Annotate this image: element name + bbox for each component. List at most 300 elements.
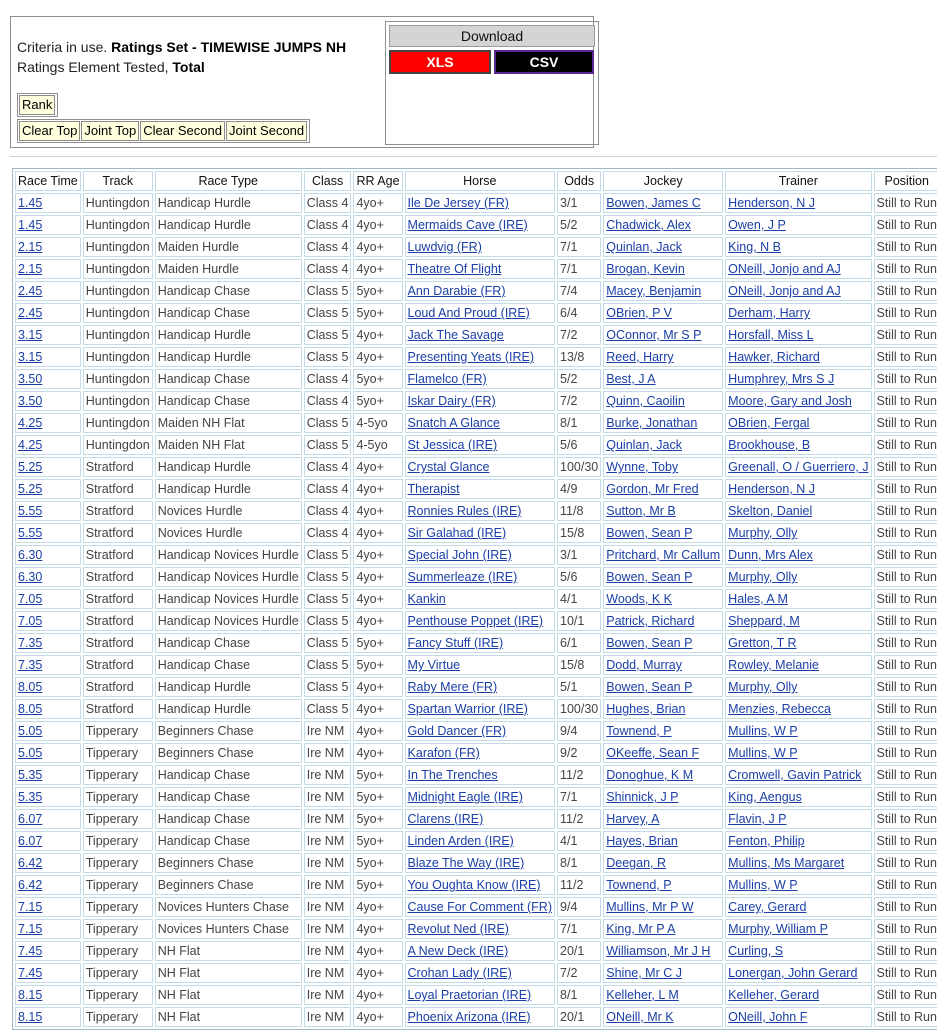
trainer-link[interactable]: Henderson, N J [728,482,815,496]
horse-link[interactable]: Crohan Lady (IRE) [408,966,512,980]
horse-link[interactable]: Crystal Glance [408,460,490,474]
cell-class: Class 4 [304,391,352,411]
horse-link[interactable]: Kankin [408,592,446,606]
race-time-link[interactable]: 2.45 [18,306,42,320]
race-time-link[interactable]: 5.35 [18,768,42,782]
jockey-link[interactable]: Townend, P [606,878,671,892]
cell-race-time [15,853,81,873]
cell-horse [405,193,555,213]
horse-link[interactable]: Presenting Yeats (IRE) [408,350,534,364]
jockey-link[interactable]: Shine, Mr C J [606,966,682,980]
horse-link[interactable]: Midnight Eagle (IRE) [408,790,523,804]
jockey-link[interactable]: Mullins, Mr P W [606,900,693,914]
cell-jockey [603,853,723,873]
race-time-link[interactable]: 8.15 [18,1010,42,1024]
race-time-link[interactable]: 2.15 [18,240,42,254]
cell-position: Still to Run [874,545,937,565]
cell-race-time [15,897,81,917]
table-row [15,721,937,741]
cell-horse [405,721,555,741]
jockey-link[interactable]: Williamson, Mr J H [606,944,710,958]
jockey-link[interactable]: OKeeffe, Sean F [606,746,699,760]
table-body [15,193,937,1027]
race-time-link[interactable]: 8.15 [18,988,42,1002]
race-time-link[interactable]: 7.15 [18,922,42,936]
cell-position: Still to Run [874,193,937,213]
joint-top-button[interactable]: Joint Top [81,121,139,141]
horse-link[interactable]: Revolut Ned (IRE) [408,922,509,936]
cell-track: Tipperary [83,831,153,851]
table-row [15,347,937,367]
trainer-link[interactable]: Curling, S [728,944,783,958]
jockey-link[interactable]: Burke, Jonathan [606,416,697,430]
cell-horse [405,985,555,1005]
cell-jockey [603,875,723,895]
table-row [15,941,937,961]
cell-track: Huntingdon [83,435,153,455]
cell-position: Still to Run [874,633,937,653]
trainer-link[interactable]: Mullins, Ms Margaret [728,856,844,870]
cell-jockey [603,787,723,807]
cell-position: Still to Run [874,347,937,367]
cell-position: Still to Run [874,523,937,543]
race-time-link[interactable]: 5.25 [18,460,42,474]
jockey-link[interactable]: Bowen, Sean P [606,526,692,540]
race-time-link[interactable]: 3.15 [18,328,42,342]
cell-jockey [603,765,723,785]
table-row [15,853,937,873]
cell-race-type: Novices Hunters Chase [155,919,302,939]
race-time-link[interactable]: 5.55 [18,504,42,518]
trainer-link[interactable]: Lonergan, John Gerard [728,966,857,980]
cell-race-time [15,435,81,455]
trainer-link[interactable]: ONeill, Jonjo and AJ [728,262,841,276]
cell-horse [405,677,555,697]
trainer-link[interactable]: Mullins, W P [728,724,797,738]
cell-jockey [603,545,723,565]
trainer-link[interactable]: King, N B [728,240,781,254]
jockey-link[interactable]: Bowen, Sean P [606,636,692,650]
horse-link[interactable]: Ronnies Rules (IRE) [408,504,522,518]
trainer-link[interactable]: Derham, Harry [728,306,810,320]
trainer-link[interactable]: Murphy, William P [728,922,828,936]
table-row [15,655,937,675]
race-time-link[interactable]: 7.35 [18,658,42,672]
horse-link[interactable]: Luwdvig (FR) [408,240,482,254]
jockey-link[interactable]: Quinn, Caoilin [606,394,685,408]
cell-class: Class 5 [304,567,352,587]
horse-link[interactable]: A New Deck (IRE) [408,944,509,958]
cell-track: Stratford [83,479,153,499]
trainer-link[interactable]: Brookhouse, B [728,438,810,452]
cell-race-type: Handicap Hurdle [155,325,302,345]
race-time-link[interactable]: 7.35 [18,636,42,650]
horse-link[interactable]: Theatre Of Flight [408,262,502,276]
cell-trainer [725,831,871,851]
cell-race-time [15,919,81,939]
horse-link[interactable]: Loud And Proud (IRE) [408,306,530,320]
race-time-link[interactable]: 6.42 [18,856,42,870]
cell-odds: 5/6 [557,567,601,587]
race-time-link[interactable]: 7.45 [18,966,42,980]
jockey-link[interactable]: Harvey, A [606,812,659,826]
race-time-link[interactable]: 6.30 [18,570,42,584]
cell-rr-age: 5yo+ [353,765,402,785]
cell-position: Still to Run [874,831,937,851]
cell-rr-age: 5yo+ [353,875,402,895]
cell-race-type: Maiden NH Flat [155,413,302,433]
trainer-link[interactable]: King, Aengus [728,790,802,804]
trainer-link[interactable]: Hawker, Richard [728,350,820,364]
trainer-link[interactable]: Mullins, W P [728,746,797,760]
cell-trainer [725,941,871,961]
table-row [15,259,937,279]
cell-odds: 7/2 [557,325,601,345]
cell-track: Stratford [83,611,153,631]
race-time-link[interactable]: 2.15 [18,262,42,276]
jockey-link[interactable]: OBrien, P V [606,306,672,320]
jockey-link[interactable]: Bowen, Sean P [606,570,692,584]
cell-race-time [15,875,81,895]
horse-link[interactable]: Ile De Jersey (FR) [408,196,509,210]
header-jockey: Jockey [603,171,723,191]
cell-jockey [603,391,723,411]
cell-odds: 4/1 [557,589,601,609]
clear-second-button[interactable]: Clear Second [140,121,225,141]
jockey-link[interactable]: Hughes, Brian [606,702,685,716]
horse-link[interactable]: Sir Galahad (IRE) [408,526,507,540]
cell-odds: 20/1 [557,941,601,961]
horse-link[interactable]: Karafon (FR) [408,746,480,760]
cell-track: Stratford [83,567,153,587]
trainer-link[interactable]: Murphy, Olly [728,526,797,540]
cell-horse [405,545,555,565]
cell-horse [405,941,555,961]
trainer-link[interactable]: Flavin, J P [728,812,786,826]
race-time-link[interactable]: 1.45 [18,218,42,232]
trainer-link[interactable]: Sheppard, M [728,614,800,628]
horse-link[interactable]: Snatch A Glance [408,416,500,430]
cell-race-time [15,655,81,675]
jockey-link[interactable]: Pritchard, Mr Callum [606,548,720,562]
table-row [15,545,937,565]
cell-position: Still to Run [874,611,937,631]
cell-horse [405,237,555,257]
cell-rr-age: 4yo+ [353,501,402,521]
cell-jockey [603,215,723,235]
trainer-link[interactable]: ONeill, Jonjo and AJ [728,284,841,298]
horse-link[interactable]: Penthouse Poppet (IRE) [408,614,544,628]
jockey-link[interactable]: Best, J A [606,372,655,386]
horse-link[interactable]: Phoenix Arizona (IRE) [408,1010,531,1024]
cell-race-type: Beginners Chase [155,853,302,873]
trainer-link[interactable]: OBrien, Fergal [728,416,809,430]
race-time-link[interactable]: 4.25 [18,416,42,430]
cell-odds: 8/1 [557,853,601,873]
cell-class: Class 4 [304,259,352,279]
cell-trainer [725,325,871,345]
cell-horse [405,215,555,235]
cell-horse [405,435,555,455]
cell-race-time [15,677,81,697]
cell-class: Ire NM [304,853,352,873]
horse-link[interactable]: Blaze The Way (IRE) [408,856,525,870]
jockey-link[interactable]: Brogan, Kevin [606,262,685,276]
jockey-link[interactable]: Donoghue, K M [606,768,693,782]
cell-horse [405,787,555,807]
cell-position: Still to Run [874,875,937,895]
race-time-link[interactable]: 8.05 [18,680,42,694]
race-time-link[interactable]: 6.30 [18,548,42,562]
cell-rr-age: 4-5yo [353,435,402,455]
jockey-link[interactable]: Woods, K K [606,592,672,606]
horse-link[interactable]: Clarens (IRE) [408,812,484,826]
cell-trainer [725,523,871,543]
cell-track: Tipperary [83,743,153,763]
cell-class: Ire NM [304,897,352,917]
cell-rr-age: 4yo+ [353,611,402,631]
jockey-link[interactable]: Wynne, Toby [606,460,678,474]
race-time-link[interactable]: 1.45 [18,196,42,210]
header-odds: Odds [557,171,601,191]
cell-race-type: Handicap Chase [155,809,302,829]
horse-link[interactable]: Raby Mere (FR) [408,680,498,694]
cell-horse [405,655,555,675]
cell-jockey [603,479,723,499]
horse-link[interactable]: Therapist [408,482,460,496]
horse-link[interactable]: You Oughta Know (IRE) [408,878,541,892]
jockey-link[interactable]: Quinlan, Jack [606,438,682,452]
cell-trainer [725,193,871,213]
jockey-link[interactable]: Dodd, Murray [606,658,682,672]
cell-rr-age: 5yo+ [353,831,402,851]
csv-download-button[interactable]: CSV [494,50,594,74]
cell-track: Huntingdon [83,281,153,301]
jockey-link[interactable]: King, Mr P A [606,922,675,936]
cell-rr-age: 4yo+ [353,963,402,983]
trainer-link[interactable]: Humphrey, Mrs S J [728,372,834,386]
table-row [15,501,937,521]
jockey-link[interactable]: Gordon, Mr Fred [606,482,698,496]
jockey-link[interactable]: Hayes, Brian [606,834,678,848]
joint-second-button[interactable]: Joint Second [226,121,307,141]
trainer-link[interactable]: Owen, J P [728,218,786,232]
jockey-link[interactable]: OConnor, Mr S P [606,328,701,342]
trainer-link[interactable]: Murphy, Olly [728,680,797,694]
cell-rr-age: 4yo+ [353,193,402,213]
cell-rr-age: 4yo+ [353,545,402,565]
trainer-link[interactable]: Moore, Gary and Josh [728,394,852,408]
trainer-link[interactable]: Murphy, Olly [728,570,797,584]
jockey-link[interactable]: Deegan, R [606,856,666,870]
horse-link[interactable]: Spartan Warrior (IRE) [408,702,528,716]
trainer-link[interactable]: Carey, Gerard [728,900,806,914]
race-time-link[interactable]: 7.05 [18,614,42,628]
race-time-link[interactable]: 3.50 [18,394,42,408]
cell-race-time [15,765,81,785]
cell-trainer [725,809,871,829]
xls-download-button[interactable]: XLS [389,50,491,74]
jockey-link[interactable]: Macey, Benjamin [606,284,701,298]
cell-class: Class 4 [304,237,352,257]
jockey-link[interactable]: ONeill, Mr K [606,1010,673,1024]
race-time-link[interactable]: 5.05 [18,724,42,738]
race-time-link[interactable]: 2.45 [18,284,42,298]
cell-track: Tipperary [83,985,153,1005]
horse-link[interactable]: Gold Dancer (FR) [408,724,507,738]
trainer-link[interactable]: Dunn, Mrs Alex [728,548,813,562]
race-time-link[interactable]: 6.42 [18,878,42,892]
cell-odds: 11/8 [557,501,601,521]
cell-trainer [725,413,871,433]
trainer-link[interactable]: Kelleher, Gerard [728,988,819,1002]
cell-race-time [15,413,81,433]
jockey-link[interactable]: Townend, P [606,724,671,738]
race-time-link[interactable]: 4.25 [18,438,42,452]
table-row [15,325,937,345]
cell-jockey [603,259,723,279]
horse-link[interactable]: In The Trenches [408,768,498,782]
horse-link[interactable]: Jack The Savage [408,328,504,342]
cell-rr-age: 4yo+ [353,259,402,279]
table-row [15,523,937,543]
ratings-set: Ratings Set - TIMEWISE JUMPS NH [111,39,346,55]
cell-class: Ire NM [304,743,352,763]
cell-odds: 7/4 [557,281,601,301]
table-row [15,193,937,213]
jockey-link[interactable]: Quinlan, Jack [606,240,682,254]
race-time-link[interactable]: 8.05 [18,702,42,716]
cell-rr-age: 5yo+ [353,787,402,807]
cell-race-time [15,633,81,653]
jockey-link[interactable]: Reed, Harry [606,350,673,364]
table-row [15,1007,937,1027]
cell-class: Ire NM [304,831,352,851]
trainer-link[interactable]: Menzies, Rebecca [728,702,831,716]
horse-link[interactable]: Fancy Stuff (IRE) [408,636,504,650]
race-time-link[interactable]: 7.05 [18,592,42,606]
ratings-element: Total [172,59,204,75]
cell-horse [405,369,555,389]
trainer-link[interactable]: Mullins, W P [728,878,797,892]
trainer-link[interactable]: Henderson, N J [728,196,815,210]
trainer-link[interactable]: Hales, A M [728,592,788,606]
cell-race-type: Handicap Hurdle [155,479,302,499]
cell-position: Still to Run [874,897,937,917]
race-time-link[interactable]: 5.05 [18,746,42,760]
cell-odds: 11/2 [557,809,601,829]
jockey-link[interactable]: Bowen, Sean P [606,680,692,694]
cell-race-time [15,237,81,257]
trainer-link[interactable]: Skelton, Daniel [728,504,812,518]
cell-jockey [603,941,723,961]
cell-odds: 15/8 [557,655,601,675]
trainer-link[interactable]: Horsfall, Miss L [728,328,813,342]
cell-position: Still to Run [874,963,937,983]
race-time-link[interactable]: 7.45 [18,944,42,958]
horse-link[interactable]: Loyal Praetorian (IRE) [408,988,532,1002]
horse-link[interactable]: St Jessica (IRE) [408,438,498,452]
trainer-link[interactable]: ONeill, John F [728,1010,807,1024]
horse-link[interactable]: My Virtue [408,658,461,672]
cell-position: Still to Run [874,457,937,477]
trainer-link[interactable]: Cromwell, Gavin Patrick [728,768,861,782]
cell-jockey [603,611,723,631]
cell-odds: 5/2 [557,215,601,235]
criteria-prefix: Criteria in use. [17,39,107,55]
trainer-link[interactable]: Rowley, Melanie [728,658,819,672]
cell-rr-age: 5yo+ [353,391,402,411]
cell-horse [405,1007,555,1027]
rank-group [17,93,58,117]
cell-rr-age: 5yo+ [353,303,402,323]
cell-trainer [725,963,871,983]
race-time-link[interactable]: 6.07 [18,834,42,848]
jockey-link[interactable]: Bowen, James C [606,196,700,210]
cell-race-time [15,809,81,829]
horse-link[interactable]: Special John (IRE) [408,548,512,562]
trainer-link[interactable]: Gretton, T R [728,636,796,650]
cell-odds: 100/30 [557,457,601,477]
cell-race-time [15,479,81,499]
race-time-link[interactable]: 7.15 [18,900,42,914]
race-time-link[interactable]: 6.07 [18,812,42,826]
race-time-link[interactable]: 3.15 [18,350,42,364]
table-row [15,413,937,433]
rank-button[interactable]: Rank [19,95,55,115]
cell-race-time [15,193,81,213]
cell-jockey [603,963,723,983]
table-row [15,963,937,983]
cell-class: Class 5 [304,347,352,367]
cell-jockey [603,237,723,257]
trainer-link[interactable]: Greenall, O / Guerriero, J [728,460,868,474]
cell-rr-age: 4yo+ [353,721,402,741]
cell-trainer [725,237,871,257]
race-time-link[interactable]: 5.25 [18,482,42,496]
cell-trainer [725,633,871,653]
jockey-link[interactable]: Shinnick, J P [606,790,678,804]
horse-link[interactable]: Ann Darabie (FR) [408,284,506,298]
cell-trainer [725,457,871,477]
horse-link[interactable]: Flamelco (FR) [408,372,487,386]
horse-link[interactable]: Iskar Dairy (FR) [408,394,496,408]
horse-link[interactable]: Mermaids Cave (IRE) [408,218,528,232]
horse-link[interactable]: Cause For Comment (FR) [408,900,552,914]
race-time-link[interactable]: 3.50 [18,372,42,386]
cell-rr-age: 4yo+ [353,325,402,345]
cell-odds: 5/2 [557,369,601,389]
cell-race-time [15,523,81,543]
trainer-link[interactable]: Fenton, Philip [728,834,804,848]
jockey-link[interactable]: Chadwick, Alex [606,218,691,232]
horse-link[interactable]: Linden Arden (IRE) [408,834,514,848]
horse-link[interactable]: Summerleaze (IRE) [408,570,518,584]
race-time-link[interactable]: 5.55 [18,526,42,540]
jockey-link[interactable]: Sutton, Mr B [606,504,675,518]
cell-track: Tipperary [83,1007,153,1027]
cell-class: Class 4 [304,193,352,213]
jockey-link[interactable]: Kelleher, L M [606,988,679,1002]
clear-top-button[interactable]: Clear Top [19,121,80,141]
cell-rr-age: 4yo+ [353,941,402,961]
table-row [15,743,937,763]
divider [10,156,937,157]
cell-odds: 11/2 [557,765,601,785]
cell-odds: 10/1 [557,611,601,631]
race-time-link[interactable]: 5.35 [18,790,42,804]
jockey-link[interactable]: Patrick, Richard [606,614,694,628]
